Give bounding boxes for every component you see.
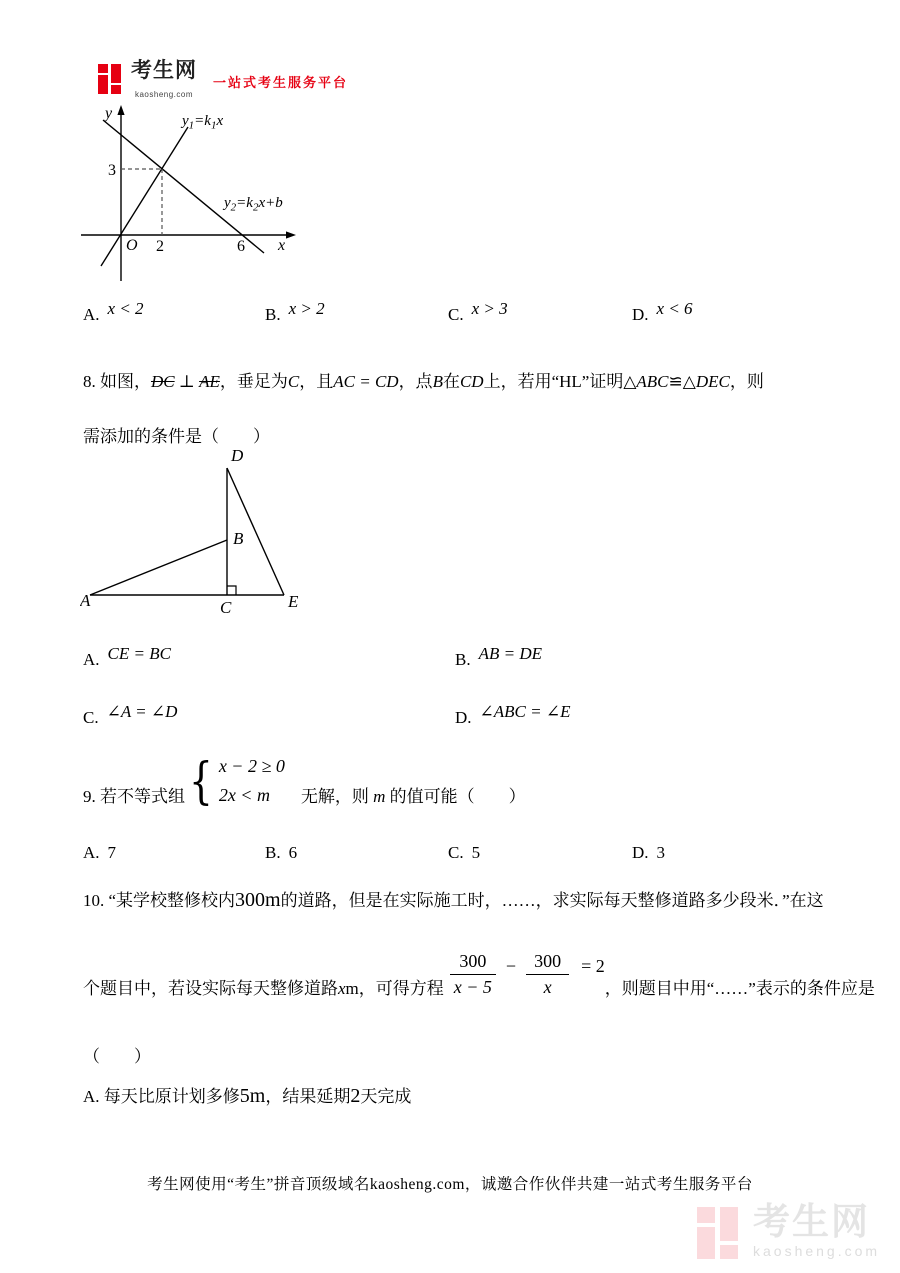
logo-domain: kaosheng.com bbox=[134, 90, 194, 99]
minus-sign: − bbox=[505, 955, 517, 976]
q10-stem-line1: 10. “某学校整修校内300m的道路，但是在实际施工时，……，求实际每天整修道路多少段米．”在这 bbox=[83, 889, 824, 911]
vertex-E-label: E bbox=[288, 592, 299, 611]
q10-line2-pre: 个题目中，若设实际每天整修道路xm，可得方程 bbox=[83, 978, 444, 998]
graph-origin-label: O bbox=[126, 237, 138, 254]
fraction-300-over-x-minus-5: $\frac{300}{x - 5}$ bbox=[450, 951, 496, 998]
kaosheng-watermark-icon bbox=[697, 1207, 743, 1259]
q7-option-a: A. x < 2 bbox=[83, 299, 144, 324]
graph-ytick-3: 3 bbox=[108, 162, 116, 179]
inequality-1: x − 2 ≥ 0 bbox=[218, 756, 285, 776]
footer-slogan: 考生网使用“考生”拼音顶级域名kaosheng.com，诚邀合作伙伴共建一站式考生服务平台 bbox=[147, 1176, 753, 1193]
q7-option-d: D. x < 6 bbox=[632, 299, 693, 324]
inequality-system bbox=[219, 752, 285, 810]
segment-AB bbox=[90, 540, 227, 595]
q8-option-d: D. ∠ABC = ∠E bbox=[455, 702, 571, 727]
q10-stem-line2 bbox=[83, 938, 875, 1010]
graph-xtick-6: 6 bbox=[237, 238, 245, 255]
kaosheng-logo bbox=[98, 60, 348, 102]
line2-equation-label: $y_2=k_2x+b$ bbox=[224, 195, 283, 214]
q9-option-a: A. 7 bbox=[83, 843, 117, 862]
graph-x-label: x bbox=[278, 237, 286, 254]
graph-y-label: y bbox=[105, 105, 113, 122]
vertex-A-label: A bbox=[80, 591, 91, 610]
q8-option-a: A. CE = BC bbox=[83, 644, 171, 669]
line1-equation-label: $y_1=k_1x$ bbox=[182, 113, 224, 132]
fraction-300-over-x: $\frac{300}{x}$ bbox=[526, 951, 569, 998]
function-graph-figure bbox=[78, 103, 306, 289]
vertex-C-label: C bbox=[220, 598, 232, 617]
q9-option-d: D. 3 bbox=[632, 843, 666, 862]
line-y2 bbox=[103, 120, 264, 253]
vertex-B-label: B bbox=[233, 529, 244, 548]
watermark-domain: kaosheng.com bbox=[753, 1243, 881, 1259]
logo-tagline: 一站式考生服务平台 bbox=[213, 75, 349, 90]
kaosheng-logo-icon bbox=[98, 64, 124, 94]
q8-option-c: C. ∠A = ∠D bbox=[83, 702, 178, 727]
q8-stem-line1: 8. 如图，DC ⊥ AE，垂足为C，且AC = CD，点B在CD上，若用“HL”证明△ABC≌△DEC，则 bbox=[83, 372, 764, 391]
graph-xtick-2: 2 bbox=[156, 238, 164, 255]
inequality-2: 2x < m bbox=[218, 785, 270, 805]
q7-option-c: C. x > 3 bbox=[448, 299, 508, 324]
line-y1 bbox=[101, 127, 188, 266]
q9-stem bbox=[83, 752, 526, 810]
triangle-figure bbox=[80, 443, 318, 621]
q10-line2-post: ，则题目中用“……”表示的条件应是 bbox=[604, 978, 875, 998]
kaosheng-watermark bbox=[697, 1203, 880, 1261]
q9-option-b: B. 6 bbox=[265, 843, 298, 862]
q8-option-b: B. AB = DE bbox=[455, 644, 542, 669]
q7-option-b: B. x > 2 bbox=[265, 299, 325, 324]
q10-option-a: A. 每天比原计划多修5m，结果延期2天完成 bbox=[83, 1085, 412, 1107]
q9-prefix: 9. 若不等式组 bbox=[83, 787, 185, 806]
vertex-D-label: D bbox=[231, 446, 244, 465]
watermark-brand: 考生网 bbox=[753, 1201, 870, 1242]
x-axis-arrow bbox=[286, 231, 296, 238]
system-brace: { bbox=[188, 752, 213, 810]
y-axis-arrow bbox=[117, 105, 124, 115]
q8-stem-line2: 需添加的条件是（ ） bbox=[83, 427, 270, 446]
right-angle-mark bbox=[227, 586, 236, 595]
q10-parentheses-blank: （ ） bbox=[83, 1047, 151, 1066]
q9-suffix: 无解，则 m 的值可能（ ） bbox=[300, 787, 526, 806]
logo-brand: 考生网 bbox=[131, 59, 197, 82]
equals-2: = 2 bbox=[581, 955, 605, 976]
q9-option-c: C. 5 bbox=[448, 843, 481, 862]
